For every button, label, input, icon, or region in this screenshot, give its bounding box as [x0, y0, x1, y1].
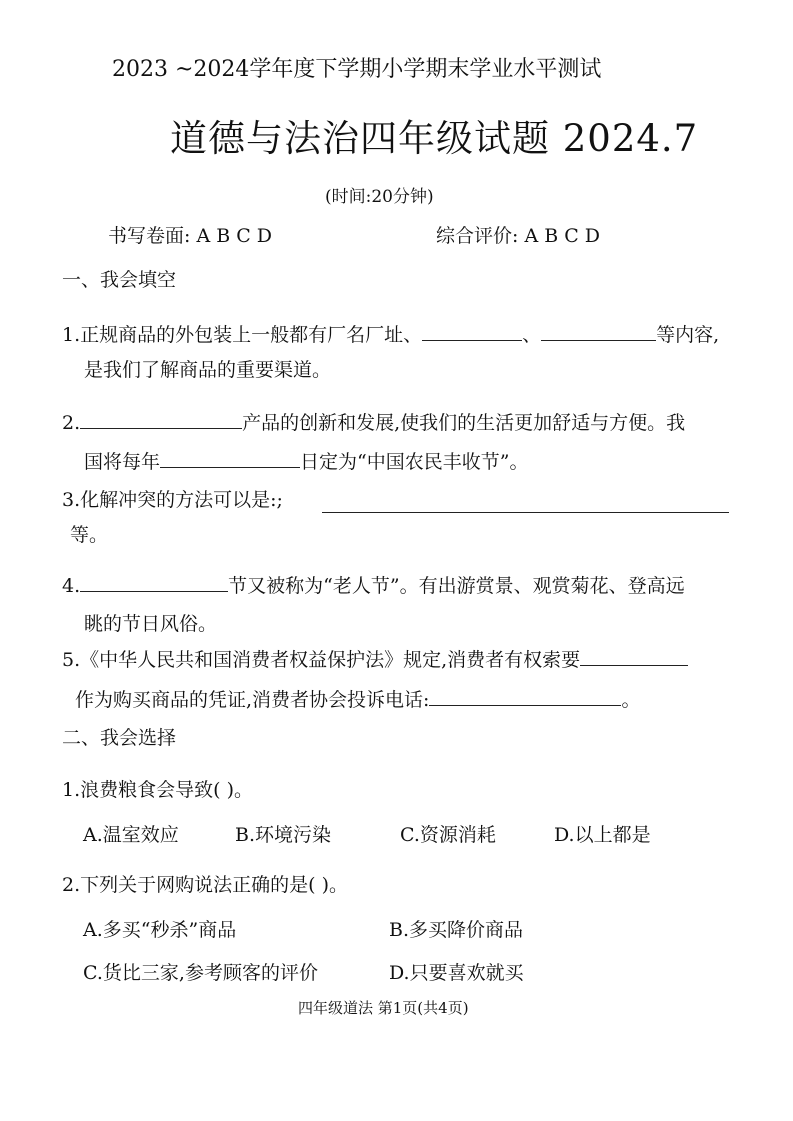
q2-1-option-a[interactable]: A.温室效应	[83, 824, 179, 846]
q1-5-text-c: 。	[621, 689, 641, 711]
q1-1-sep: 、	[522, 324, 542, 346]
q1-2-text-a: 产品的创新和发展,使我们的生活更加舒适与方便。我	[242, 412, 686, 434]
q1-2-text-b: 国将每年	[84, 451, 161, 473]
q1-4-text-a: 节又被称为“老人节”。有出游赏景、观赏菊花、登高远	[228, 575, 685, 597]
page-footer: 四年级道法 第1页(共4页)	[298, 999, 469, 1017]
q1-3-text-a: 3.化解冲突的方法可以是:;	[62, 489, 283, 511]
exam-time: (时间:20分钟)	[325, 187, 434, 207]
q2-1-option-c[interactable]: C.资源消耗	[400, 824, 496, 846]
q1-4-blank[interactable]	[80, 575, 228, 592]
q1-3-blank[interactable]	[322, 496, 729, 513]
question-2-2-stem: 2.下列关于网购说法正确的是( )。	[62, 874, 348, 896]
question-1-4	[62, 574, 685, 598]
question-1-5-line2	[75, 688, 640, 712]
q1-5-text-a: 5.《中华人民共和国消费者权益保护法》规定,消费者有权索要	[62, 649, 581, 671]
q1-1-text-b: 等内容,	[656, 324, 720, 346]
q2-2-option-d[interactable]: D.只要喜欢就买	[389, 962, 524, 984]
overall-grade-label: 综合评价: A B C D	[436, 225, 601, 247]
q1-5-blank-2[interactable]	[429, 689, 621, 706]
question-2-1-stem: 1.浪费粮食会导致( )。	[62, 779, 253, 801]
q1-4-num: 4.	[62, 575, 81, 597]
question-1-3	[62, 488, 283, 512]
question-1-3-line2: 等。	[70, 524, 109, 546]
q1-2-num: 2.	[62, 412, 81, 434]
q1-2-text-c: 日定为“中国农民丰收节”。	[300, 451, 529, 473]
question-1-1-line2: 是我们了解商品的重要渠道。	[84, 359, 332, 381]
q1-5-blank-1[interactable]	[580, 649, 688, 666]
q1-2-blank-1[interactable]	[80, 412, 242, 429]
question-1-1	[62, 323, 719, 347]
q2-2-option-a[interactable]: A.多买“秒杀”商品	[83, 919, 237, 941]
q1-1-blank-2[interactable]	[541, 324, 656, 341]
page-title: 道德与法治四年级试题 2024.7	[170, 117, 699, 160]
q2-1-option-b[interactable]: B.环境污染	[235, 824, 332, 846]
question-1-2-line2	[84, 450, 528, 474]
section-2-title: 二、我会选择	[62, 727, 177, 749]
exam-subtitle: 2023 ~2024学年度下学期小学期末学业水平测试	[112, 57, 602, 82]
q2-2-option-c[interactable]: C.货比三家,参考顾客的评价	[83, 962, 318, 984]
section-1-title: 一、我会填空	[62, 269, 177, 291]
question-1-5	[62, 648, 688, 672]
question-1-2	[62, 411, 685, 435]
q2-2-option-b[interactable]: B.多买降价商品	[389, 919, 524, 941]
q1-2-blank-2[interactable]	[160, 451, 300, 468]
q1-1-text-a: 1.正规商品的外包装上一般都有厂名厂址、	[62, 324, 423, 346]
q1-5-text-b: 作为购买商品的凭证,消费者协会投诉电话:	[75, 689, 430, 711]
q1-1-blank-1[interactable]	[422, 324, 522, 341]
question-1-4-line2: 眺的节日风俗。	[84, 613, 218, 635]
writing-grade-label: 书写卷面: A B C D	[108, 225, 273, 247]
q2-1-option-d[interactable]: D.以上都是	[554, 824, 651, 846]
